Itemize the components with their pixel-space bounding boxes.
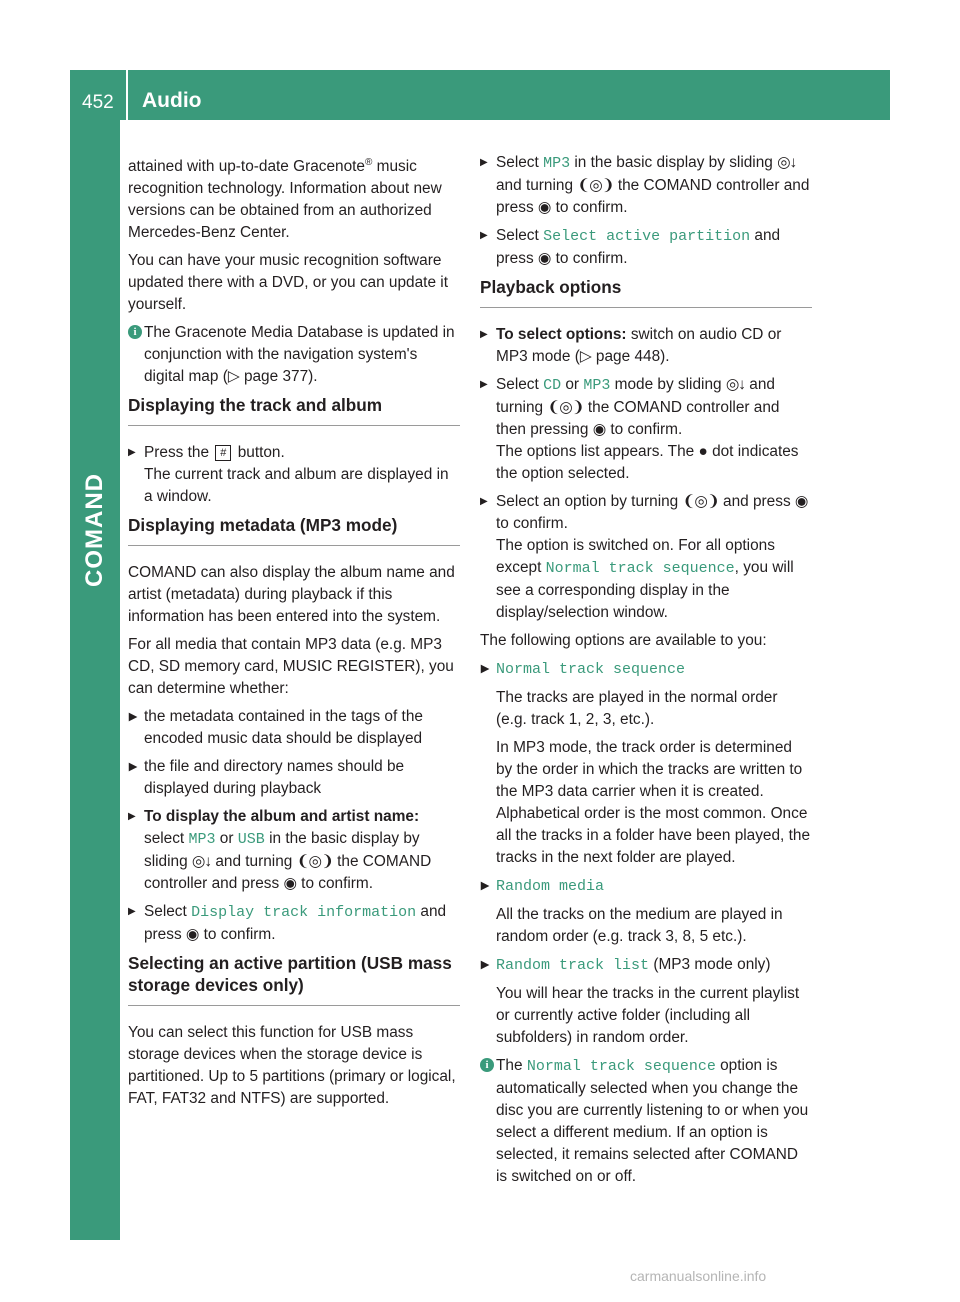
intro-paragraph: attained with up-to-date Gracenote® music recognition technology. Information about new versions can be obtained from an authorized Mercedes-Benz Center. (128, 157, 442, 242)
press-icon: ◉ (592, 421, 607, 438)
section-title: Audio (142, 89, 202, 112)
random-media-desc: All the tracks on the medium are played in random order (e.g. track 3, 8, 5 etc.). (496, 906, 783, 945)
usb-option: USB (237, 831, 265, 849)
normal-sequence-desc-1: The tracks are played in the normal order (e.g. track 1, 2, 3, etc.). (496, 689, 778, 728)
step-select-cd-mp3: ▶ Select CD or MP3 mode by sliding ◎↓ and turning ❨◎❩ the COMAND controller and then pressing ◉ to confirm. The options list appears. The ● dot indicates the option selected. (480, 374, 812, 485)
mp3-option: MP3 (583, 377, 611, 394)
normal-track-sequence-option: Normal track sequence (526, 1058, 716, 1075)
display-track-information-option: Display track information (191, 904, 417, 922)
side-tab (70, 120, 120, 1240)
normal-track-sequence-option: Normal track sequence (545, 560, 735, 577)
list-item (480, 658, 812, 681)
step-select-mp3: ▶ Select MP3 in the basic display by sliding ◎↓ and turning ❨◎❩ the COMAND controller and press ◉ to confirm. (480, 152, 812, 219)
step-select-an-option: ▶ Select an option by turning ❨◎❩ and press ◉ to confirm. The option is switched on. For all options except Normal track sequence, you will see a corresponding display in the display/selection window. (480, 491, 812, 624)
header-band (70, 70, 890, 120)
right-column (480, 152, 812, 1194)
side-tab-label: COMAND (81, 473, 108, 587)
metadata-paragraph-2: For all media that contain MP3 data (e.g. MP3 CD, SD memory card, MUSIC REGISTER), you can determine whether: (128, 636, 454, 698)
step-select-display-track: ▶ Select Display track information and press ◉ to confirm. (128, 901, 460, 946)
slide-down-icon: ◎↓ (725, 376, 745, 393)
controller-icon: ❨◎❩ (682, 493, 719, 510)
list-item: ▸ the metadata contained in the tags of the encoded music data should be displayed (128, 706, 460, 750)
press-icon: ◉ (537, 199, 552, 216)
mp3-option: MP3 (188, 831, 216, 849)
cd-option: CD (543, 377, 562, 394)
heading-metadata: Displaying metadata (MP3 mode) (128, 514, 460, 546)
slide-down-icon: ◎↓ (191, 853, 212, 871)
press-icon: ◉ (185, 926, 200, 944)
metadata-paragraph-1: COMAND can also display the album name and artist (metadata) during playback if this information has been entered into the system. (128, 564, 455, 626)
info-note: i The Normal track sequence option is automatically selected when you change the disc you are currently listening to or when you select a different medium. If an option is selected, it remains selected after COMAND is switched on or off. (480, 1055, 812, 1188)
step-display-album: ▶ To display the album and artist name: select MP3 or USB in the basic display by sliding ◎↓ and turning ❨◎❩ the COMAND controller and press ◉ to confirm. (128, 806, 460, 895)
dot-icon: ● (698, 443, 708, 460)
step-select-partition: ▶ Select Select active partition and press ◉ to confirm. (480, 225, 812, 270)
step-select-options: ▶ To select options: switch on audio CD or MP3 mode (▷ page 448). (480, 324, 812, 368)
press-icon: ◉ (537, 250, 552, 267)
normal-track-sequence-option: Normal track sequence (496, 661, 686, 678)
controller-icon: ❨◎❩ (296, 853, 333, 871)
select-active-partition-option: Select active partition (543, 228, 751, 245)
update-paragraph: You can have your music recognition software updated there with a DVD, or you can update it yourself. (128, 252, 448, 314)
heading-partition: Selecting an active partition (USB mass storage devices only) (128, 952, 460, 1006)
watermark: carmanualsonline.info (630, 1268, 767, 1284)
list-item (480, 875, 812, 898)
left-column (128, 152, 460, 1116)
mp3-option: MP3 (543, 155, 571, 172)
options-intro: The following options are available to you: (480, 632, 767, 649)
partition-paragraph: You can select this function for USB mass storage devices when the storage device is partitioned. Up to 5 partitions (primary or logical, FAT, FAT32 and NTFS) are supported. (128, 1024, 456, 1108)
controller-icon: ❨◎❩ (577, 177, 614, 194)
list-item: ▸ the file and directory names should be displayed during playback (128, 756, 460, 800)
header-divider (126, 70, 128, 120)
press-icon: ◉ (794, 493, 809, 510)
heading-track-album: Displaying the track and album (128, 394, 460, 426)
press-icon: ◉ (283, 875, 297, 893)
random-track-list-desc: You will hear the tracks in the current playlist or currently active folder (including all subfolders) in random order. (496, 985, 800, 1046)
info-icon: i (480, 1058, 494, 1072)
step-press-button: ▶ Press the # button. The current track and album are displayed in a window. (128, 442, 460, 508)
random-media-option: Random media (496, 878, 605, 895)
list-item: ▸ Random track list (MP3 mode only) (480, 954, 812, 977)
controller-icon: ❨◎❩ (547, 399, 584, 416)
random-track-list-option: Random track list (496, 957, 650, 974)
hash-key-icon: # (215, 445, 231, 461)
normal-sequence-desc-2: In MP3 mode, the track order is determined by the order in which the tracks are written to the MP3 data carrier when it is created. Alphabetical order is the most common. Once all the tracks in a folder have been played, the tracks in the next folder are played. (496, 739, 810, 866)
heading-playback-options: Playback options (480, 276, 812, 308)
page-number: 452 (82, 92, 114, 113)
slide-down-icon: ◎↓ (777, 154, 797, 171)
info-note: i The Gracenote Media Database is updated in conjunction with the navigation system's digital map (▷ page 377). (128, 322, 460, 388)
info-icon: i (128, 325, 142, 339)
